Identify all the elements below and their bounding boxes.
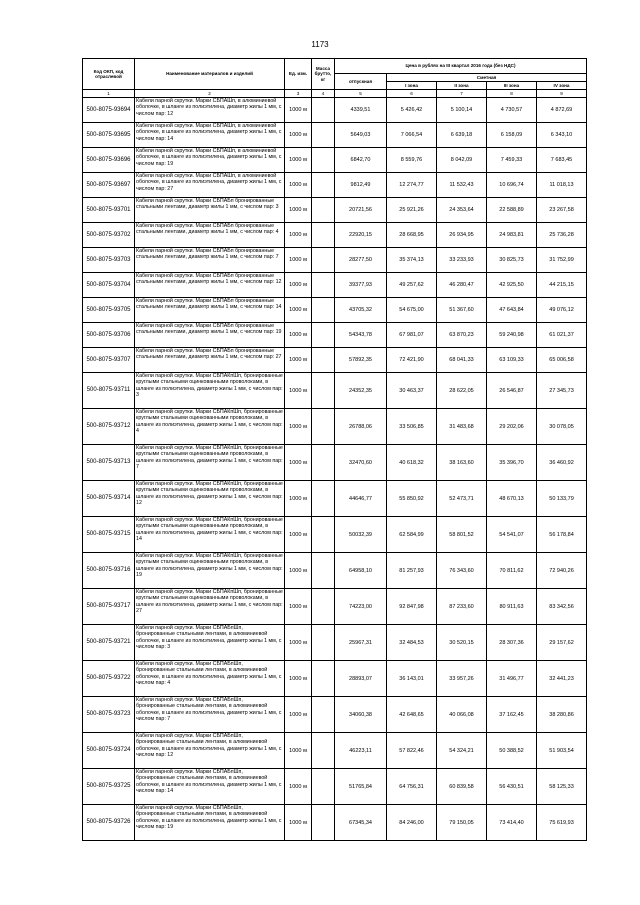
zone-1-price: 42 648,65 — [387, 697, 437, 733]
table-row — [83, 733, 587, 769]
header-code: Код ОКП, код отраслевой — [83, 59, 135, 90]
zone-1-price: 12 274,77 — [387, 173, 437, 198]
zone-4-price: 75 619,93 — [537, 805, 587, 841]
release-price: 34060,38 — [335, 697, 387, 733]
item-mass — [312, 348, 335, 373]
zone-3-price: 48 670,13 — [487, 481, 537, 517]
column-number-row — [83, 90, 587, 98]
header-unit: Ед. изм. — [285, 59, 312, 90]
zone-1-price: 62 584,99 — [387, 517, 437, 553]
item-unit: 1000 м — [285, 733, 312, 769]
item-mass — [312, 553, 335, 589]
item-name — [135, 273, 285, 298]
item-name — [135, 553, 285, 589]
zone-3-price: 63 109,33 — [487, 348, 537, 373]
item-mass — [312, 98, 335, 123]
item-unit: 1000 м — [285, 348, 312, 373]
zone-2-price: 11 532,43 — [437, 173, 487, 198]
zone-4-price: 27 345,73 — [537, 373, 587, 409]
item-code: 500-8075-93696 — [83, 148, 135, 173]
header-name: Наименование материалов и изделий — [135, 59, 285, 90]
zone-4-price: 61 021,37 — [537, 323, 587, 348]
item-mass — [312, 661, 335, 697]
zone-2-price: 6 639,18 — [437, 123, 487, 148]
item-name — [135, 123, 285, 148]
zone-4-price: 56 178,84 — [537, 517, 587, 553]
release-price: 46223,11 — [335, 733, 387, 769]
item-name-text: Кабели парной скрутки. Марки СБПАБпШп, бронированные стальными лентами, в алюминиевой оболочке, в шланге из полиэтилена, диаметр жилы 1 мм, с числом пар: 3 — [136, 625, 282, 650]
item-unit: 1000 м — [285, 173, 312, 198]
zone-1-price: 8 559,76 — [387, 148, 437, 173]
zone-1-price: 36 143,01 — [387, 661, 437, 697]
column-number: 6 — [387, 90, 437, 98]
release-price: 44646,77 — [335, 481, 387, 517]
item-mass — [312, 323, 335, 348]
item-unit: 1000 м — [285, 625, 312, 661]
item-name — [135, 98, 285, 123]
item-unit: 1000 м — [285, 298, 312, 323]
release-price: 6842,70 — [335, 148, 387, 173]
zone-2-price: 68 041,33 — [437, 348, 487, 373]
item-mass — [312, 733, 335, 769]
header-mass: Масса брутто, кг — [312, 59, 335, 90]
zone-4-price: 36 460,92 — [537, 445, 587, 481]
item-code: 500-8075-93706 — [83, 323, 135, 348]
column-number: 3 — [285, 90, 312, 98]
zone-1-price: 25 921,26 — [387, 198, 437, 223]
item-mass — [312, 409, 335, 445]
release-price: 74223,00 — [335, 589, 387, 625]
item-unit: 1000 м — [285, 148, 312, 173]
zone-3-price: 7 459,33 — [487, 148, 537, 173]
release-price: 9812,49 — [335, 173, 387, 198]
release-price: 28277,50 — [335, 248, 387, 273]
item-name — [135, 148, 285, 173]
zone-4-price: 29 157,62 — [537, 625, 587, 661]
table-row — [83, 198, 587, 223]
release-price: 28893,07 — [335, 661, 387, 697]
header-zone-4: IV зона — [537, 82, 587, 90]
zone-4-price: 30 078,05 — [537, 409, 587, 445]
table-row — [83, 123, 587, 148]
item-code: 500-8075-93716 — [83, 553, 135, 589]
column-number: 9 — [537, 90, 587, 98]
zone-2-price: 33 233,93 — [437, 248, 487, 273]
item-mass — [312, 148, 335, 173]
release-price: 32470,60 — [335, 445, 387, 481]
header-release: отпускная — [335, 74, 387, 90]
column-number: 5 — [335, 90, 387, 98]
item-name-text: Кабели парной скрутки. Марки СБПАБпШп, бронированные стальными лентами, в алюминиевой оболочке, в шланге из полиэтилена, диаметр жилы 1 мм, с числом пар: 14 — [136, 769, 282, 794]
page-number: 1173 — [311, 40, 329, 49]
item-name — [135, 625, 285, 661]
zone-3-price: 47 643,84 — [487, 298, 537, 323]
table-row — [83, 769, 587, 805]
item-code: 500-8075-93697 — [83, 173, 135, 198]
item-mass — [312, 481, 335, 517]
zone-4-price: 32 441,23 — [537, 661, 587, 697]
item-code: 500-8075-93703 — [83, 248, 135, 273]
zone-4-price: 51 903,54 — [537, 733, 587, 769]
column-number: 1 — [83, 90, 135, 98]
column-number: 8 — [487, 90, 537, 98]
zone-3-price: 80 911,63 — [487, 589, 537, 625]
table-row — [83, 409, 587, 445]
item-name-text: Кабели парной скрутки. Марки СБПАБпШп, бронированные стальными лентами, в алюминиевой оболочке, в шланге из полиэтилена, диаметр жилы 1 мм, с числом пар: 19 — [136, 805, 282, 830]
item-code: 500-8075-93725 — [83, 769, 135, 805]
zone-2-price: 26 934,95 — [437, 223, 487, 248]
item-unit: 1000 м — [285, 481, 312, 517]
release-price: 26788,06 — [335, 409, 387, 445]
item-name — [135, 223, 285, 248]
zone-1-price: 54 675,00 — [387, 298, 437, 323]
zone-4-price: 65 006,58 — [537, 348, 587, 373]
item-name-text: Кабели парной скрутки. Марки СБПАБп бронированные стальными лентами, диаметр жилы 1 мм, с числом пар: 3 — [136, 198, 279, 211]
zone-2-price: 54 324,21 — [437, 733, 487, 769]
item-unit: 1000 м — [285, 769, 312, 805]
item-unit: 1000 м — [285, 98, 312, 123]
zone-2-price: 38 163,60 — [437, 445, 487, 481]
zone-2-price: 58 801,52 — [437, 517, 487, 553]
item-name — [135, 805, 285, 841]
item-code: 500-8075-93721 — [83, 625, 135, 661]
item-name-text: Кабели парной скрутки. Марки СБПАБпШп, бронированные стальными лентами, в алюминиевой оболочке, в шланге из полиэтилена, диаметр жилы 1 мм, с числом пар: 12 — [136, 733, 282, 758]
item-name-text: Кабели парной скрутки. Марки СБПАБп бронированные стальными лентами, диаметр жилы 1 мм, с числом пар: 12 — [136, 273, 282, 286]
release-price: 22920,15 — [335, 223, 387, 248]
table-row — [83, 148, 587, 173]
item-name-text: Кабели парной скрутки. Марки СБПАБпШп, бронированные стальными лентами, в алюминиевой оболочке, в шланге из полиэтилена, диаметр жилы 1 мм, с числом пар: 4 — [136, 661, 282, 686]
item-name-text: Кабели парной скрутки. Марки СБПАКпШп, бронированные круглыми стальными оцинкованными проволоками, в шланге из полиэтилена, диаметр жилы 1 мм, с числом пар: 4 — [136, 409, 283, 434]
item-name — [135, 198, 285, 223]
header-zone-3: III зона — [487, 82, 537, 90]
table-row — [83, 223, 587, 248]
zone-1-price: 28 668,95 — [387, 223, 437, 248]
zone-1-price: 40 618,32 — [387, 445, 437, 481]
item-mass — [312, 445, 335, 481]
table-row — [83, 625, 587, 661]
item-name — [135, 173, 285, 198]
zone-2-price: 52 473,71 — [437, 481, 487, 517]
item-name-text: Кабели парной скрутки. Марки СБПАШп, в алюминиевой оболочке, в шланге из полиэтилена, диаметр жилы 1 мм, с числом пар: 27 — [136, 173, 282, 192]
zone-4-price: 44 215,15 — [537, 273, 587, 298]
zone-4-price: 83 342,56 — [537, 589, 587, 625]
item-unit: 1000 м — [285, 805, 312, 841]
zone-3-price: 42 925,50 — [487, 273, 537, 298]
release-price: 51765,84 — [335, 769, 387, 805]
item-name-text: Кабели парной скрутки. Марки СБПАБп бронированные стальными лентами, диаметр жилы 1 мм, с числом пар: 27 — [136, 348, 282, 361]
release-price: 20721,56 — [335, 198, 387, 223]
item-code: 500-8075-93701 — [83, 198, 135, 223]
price-table — [82, 58, 587, 841]
item-name-text: Кабели парной скрутки. Марки СБПАШп, в алюминиевой оболочке, в шланге из полиэтилена, диаметр жилы 1 мм, с числом пар: 19 — [136, 148, 282, 167]
release-price: 67345,34 — [335, 805, 387, 841]
zone-3-price: 56 430,51 — [487, 769, 537, 805]
zone-2-price: 46 280,47 — [437, 273, 487, 298]
item-mass — [312, 805, 335, 841]
zone-3-price: 35 396,70 — [487, 445, 537, 481]
table-row — [83, 481, 587, 517]
item-mass — [312, 697, 335, 733]
item-name-text: Кабели парной скрутки. Марки СБПАБп бронированные стальными лентами, диаметр жилы 1 мм, с числом пар: 19 — [136, 323, 282, 336]
header-price-group: Цена в рублях на III квартал 2016 года (без НДС) — [335, 59, 587, 74]
item-name — [135, 348, 285, 373]
zone-4-price: 38 280,86 — [537, 697, 587, 733]
item-name — [135, 248, 285, 273]
item-mass — [312, 373, 335, 409]
zone-4-price: 23 267,58 — [537, 198, 587, 223]
item-name — [135, 298, 285, 323]
item-unit: 1000 м — [285, 517, 312, 553]
zone-4-price: 6 343,10 — [537, 123, 587, 148]
item-unit: 1000 м — [285, 697, 312, 733]
item-unit: 1000 м — [285, 248, 312, 273]
table-row — [83, 173, 587, 198]
zone-3-price: 50 388,52 — [487, 733, 537, 769]
zone-1-price: 5 426,42 — [387, 98, 437, 123]
table-row — [83, 661, 587, 697]
zone-1-price: 64 756,31 — [387, 769, 437, 805]
zone-2-price: 30 520,15 — [437, 625, 487, 661]
zone-4-price: 7 683,45 — [537, 148, 587, 173]
zone-2-price: 79 150,05 — [437, 805, 487, 841]
zone-2-price: 76 343,60 — [437, 553, 487, 589]
item-unit: 1000 м — [285, 409, 312, 445]
item-unit: 1000 м — [285, 553, 312, 589]
item-name-text: Кабели парной скрутки. Марки СБПАШп, в алюминиевой оболочке, в шланге из полиэтилена, диаметр жилы 1 мм, с числом пар: 12 — [136, 98, 282, 117]
release-price: 39377,93 — [335, 273, 387, 298]
column-number: 2 — [135, 90, 285, 98]
item-name — [135, 323, 285, 348]
item-name — [135, 589, 285, 625]
header-zone-1: I зона — [387, 82, 437, 90]
zone-1-price: 30 463,37 — [387, 373, 437, 409]
item-mass — [312, 769, 335, 805]
zone-1-price: 81 257,93 — [387, 553, 437, 589]
item-mass — [312, 589, 335, 625]
item-name — [135, 409, 285, 445]
item-unit: 1000 м — [285, 223, 312, 248]
table-body — [83, 98, 587, 841]
item-name — [135, 481, 285, 517]
zone-3-price: 26 546,87 — [487, 373, 537, 409]
item-code: 500-8075-93715 — [83, 517, 135, 553]
zone-2-price: 63 870,23 — [437, 323, 487, 348]
item-name — [135, 697, 285, 733]
zone-1-price: 55 850,92 — [387, 481, 437, 517]
item-unit: 1000 м — [285, 373, 312, 409]
zone-2-price: 51 367,60 — [437, 298, 487, 323]
item-name-text: Кабели парной скрутки. Марки СБПАКпШп, бронированные круглыми стальными оцинкованными проволоками, в шланге из полиэтилена, диаметр жилы 1 мм, с числом пар: 19 — [136, 553, 283, 578]
item-code: 500-8075-93694 — [83, 98, 135, 123]
zone-4-price: 72 940,26 — [537, 553, 587, 589]
item-code: 500-8075-93723 — [83, 697, 135, 733]
zone-4-price: 50 133,79 — [537, 481, 587, 517]
item-unit: 1000 м — [285, 323, 312, 348]
table-row — [83, 348, 587, 373]
item-name-text: Кабели парной скрутки. Марки СБПАШп, в алюминиевой оболочке, в шланге из полиэтилена, диаметр жилы 1 мм, с числом пар: 14 — [136, 123, 282, 142]
release-price: 24352,35 — [335, 373, 387, 409]
column-number: 4 — [312, 90, 335, 98]
zone-2-price: 31 483,68 — [437, 409, 487, 445]
item-unit: 1000 м — [285, 589, 312, 625]
zone-4-price: 11 018,13 — [537, 173, 587, 198]
zone-1-price: 67 981,07 — [387, 323, 437, 348]
zone-1-price: 7 066,54 — [387, 123, 437, 148]
item-mass — [312, 273, 335, 298]
zone-3-price: 59 240,98 — [487, 323, 537, 348]
zone-2-price: 8 042,09 — [437, 148, 487, 173]
zone-4-price: 31 752,99 — [537, 248, 587, 273]
item-unit: 1000 м — [285, 273, 312, 298]
zone-3-price: 4 730,57 — [487, 98, 537, 123]
zone-1-price: 33 506,85 — [387, 409, 437, 445]
zone-2-price: 24 353,64 — [437, 198, 487, 223]
header-estimate: Сметная — [387, 74, 587, 82]
item-code: 500-8075-93702 — [83, 223, 135, 248]
zone-1-price: 84 246,00 — [387, 805, 437, 841]
zone-3-price: 29 202,06 — [487, 409, 537, 445]
table-row — [83, 298, 587, 323]
item-name-text: Кабели парной скрутки. Марки СБПАБп бронированные стальными лентами, диаметр жилы 1 мм, с числом пар: 7 — [136, 248, 279, 261]
zone-3-price: 37 162,45 — [487, 697, 537, 733]
release-price: 64958,10 — [335, 553, 387, 589]
table-row — [83, 805, 587, 841]
item-code: 500-8075-93713 — [83, 445, 135, 481]
item-mass — [312, 517, 335, 553]
item-name-text: Кабели парной скрутки. Марки СБПАКпШп, бронированные круглыми стальными оцинкованными проволоками, в шланге из полиэтилена, диаметр жилы 1 мм, с числом пар: 14 — [136, 517, 283, 542]
item-name-text: Кабели парной скрутки. Марки СБПАКпШп, бронированные круглыми стальными оцинкованными проволоками, в шланге из полиэтилена, диаметр жилы 1 мм, с числом пар: 27 — [136, 589, 283, 614]
table-row — [83, 589, 587, 625]
item-name-text: Кабели парной скрутки. Марки СБПАБп бронированные стальными лентами, диаметр жилы 1 мм, с числом пар: 4 — [136, 223, 279, 236]
item-code: 500-8075-93722 — [83, 661, 135, 697]
table-row — [83, 373, 587, 409]
item-mass — [312, 223, 335, 248]
zone-2-price: 28 622,05 — [437, 373, 487, 409]
item-name — [135, 661, 285, 697]
table-row — [83, 98, 587, 123]
item-code: 500-8075-93704 — [83, 273, 135, 298]
item-code: 500-8075-93695 — [83, 123, 135, 148]
item-name — [135, 445, 285, 481]
item-name-text: Кабели парной скрутки. Марки СБПАКпШп, бронированные круглыми стальными оцинкованными проволоками, в шланге из полиэтилена, диаметр жилы 1 мм, с числом пар: 7 — [136, 445, 283, 470]
item-code: 500-8075-93711 — [83, 373, 135, 409]
table-row — [83, 445, 587, 481]
release-price: 50032,39 — [335, 517, 387, 553]
zone-4-price: 4 872,69 — [537, 98, 587, 123]
zone-3-price: 31 496,77 — [487, 661, 537, 697]
item-code: 500-8075-93712 — [83, 409, 135, 445]
zone-1-price: 49 257,62 — [387, 273, 437, 298]
zone-4-price: 49 076,12 — [537, 298, 587, 323]
item-mass — [312, 298, 335, 323]
zone-3-price: 22 588,89 — [487, 198, 537, 223]
release-price: 4339,51 — [335, 98, 387, 123]
item-code: 500-8075-93707 — [83, 348, 135, 373]
zone-3-price: 24 983,81 — [487, 223, 537, 248]
release-price: 57892,35 — [335, 348, 387, 373]
zone-1-price: 92 847,98 — [387, 589, 437, 625]
zone-2-price: 40 066,08 — [437, 697, 487, 733]
table-row — [83, 517, 587, 553]
item-unit: 1000 м — [285, 661, 312, 697]
zone-1-price: 72 421,90 — [387, 348, 437, 373]
item-mass — [312, 173, 335, 198]
zone-1-price: 35 374,13 — [387, 248, 437, 273]
zone-3-price: 6 158,09 — [487, 123, 537, 148]
item-unit: 1000 м — [285, 445, 312, 481]
zone-2-price: 60 839,58 — [437, 769, 487, 805]
zone-4-price: 25 736,28 — [537, 223, 587, 248]
item-mass — [312, 198, 335, 223]
zone-3-price: 70 811,62 — [487, 553, 537, 589]
column-number: 7 — [437, 90, 487, 98]
item-name-text: Кабели парной скрутки. Марки СБПАБп бронированные стальными лентами, диаметр жилы 1 мм, с числом пар: 14 — [136, 298, 282, 311]
item-code: 500-8075-93714 — [83, 481, 135, 517]
item-mass — [312, 625, 335, 661]
item-unit: 1000 м — [285, 123, 312, 148]
zone-1-price: 32 484,53 — [387, 625, 437, 661]
zone-1-price: 57 822,46 — [387, 733, 437, 769]
table-row — [83, 323, 587, 348]
item-name — [135, 517, 285, 553]
item-unit: 1000 м — [285, 198, 312, 223]
table-row — [83, 553, 587, 589]
release-price: 25967,31 — [335, 625, 387, 661]
item-mass — [312, 248, 335, 273]
zone-3-price: 73 414,40 — [487, 805, 537, 841]
zone-3-price: 30 825,73 — [487, 248, 537, 273]
zone-3-price: 28 307,36 — [487, 625, 537, 661]
header-zone-2: II зона — [437, 82, 487, 90]
item-name — [135, 733, 285, 769]
table-row — [83, 273, 587, 298]
release-price: 5649,03 — [335, 123, 387, 148]
release-price: 43705,32 — [335, 298, 387, 323]
zone-3-price: 54 541,07 — [487, 517, 537, 553]
zone-2-price: 33 957,26 — [437, 661, 487, 697]
item-code: 500-8075-93705 — [83, 298, 135, 323]
item-code: 500-8075-93724 — [83, 733, 135, 769]
item-name-text: Кабели парной скрутки. Марки СБПАБпШп, бронированные стальными лентами, в алюминиевой оболочке, в шланге из полиэтилена, диаметр жилы 1 мм, с числом пар: 7 — [136, 697, 282, 722]
item-code: 500-8075-93726 — [83, 805, 135, 841]
item-name — [135, 769, 285, 805]
table-row — [83, 248, 587, 273]
zone-4-price: 58 125,33 — [537, 769, 587, 805]
item-name-text: Кабели парной скрутки. Марки СБПАКпШп, бронированные круглыми стальными оцинкованными проволоками, в шланге из полиэтилена, диаметр жилы 1 мм, с числом пар: 12 — [136, 481, 283, 506]
item-name — [135, 373, 285, 409]
zone-3-price: 10 696,74 — [487, 173, 537, 198]
zone-2-price: 5 100,14 — [437, 98, 487, 123]
item-code: 500-8075-93717 — [83, 589, 135, 625]
zone-2-price: 87 233,60 — [437, 589, 487, 625]
table-row — [83, 697, 587, 733]
item-mass — [312, 123, 335, 148]
release-price: 54343,78 — [335, 323, 387, 348]
item-name-text: Кабели парной скрутки. Марки СБПАКпШп, бронированные круглыми стальными оцинкованными проволоками, в шланге из полиэтилена, диаметр жилы 1 мм, с числом пар: 3 — [136, 373, 283, 398]
